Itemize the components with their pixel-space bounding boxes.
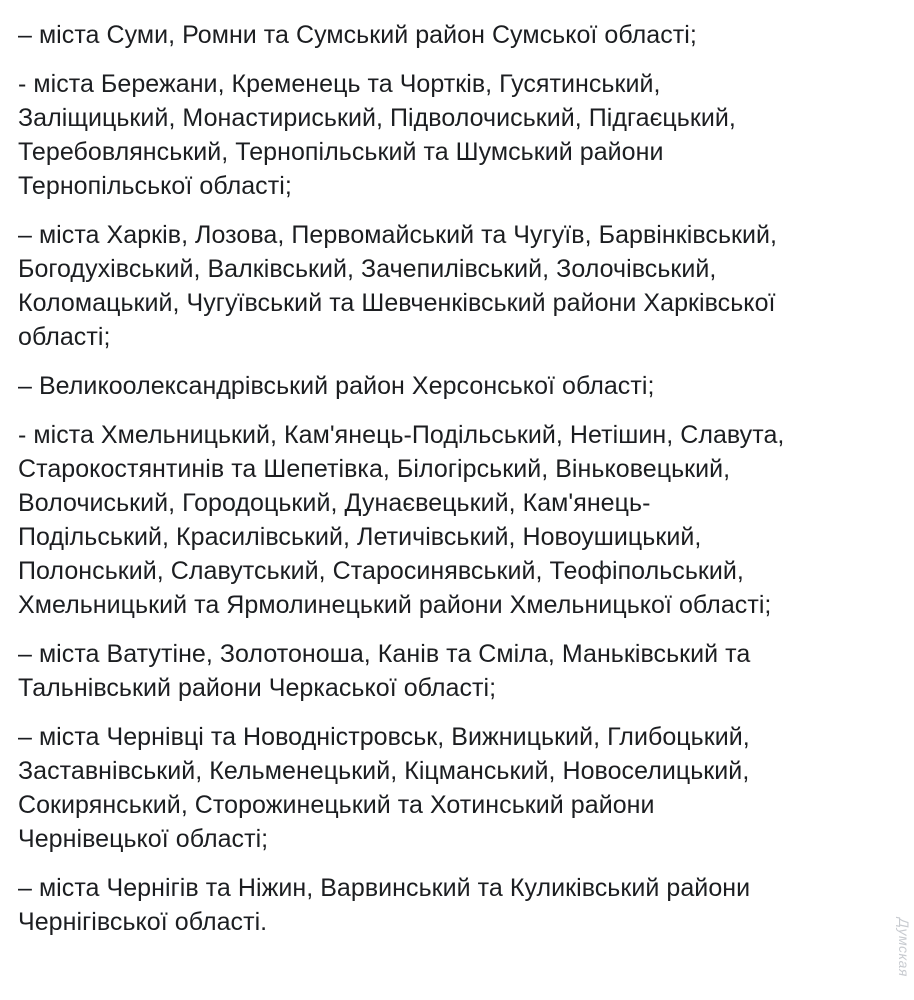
list-item: – міста Суми, Ромни та Сумський район Сумської області;: [18, 21, 697, 49]
watermark: Думская: [896, 918, 912, 977]
list-item: – міста Ватутіне, Золотоноша, Канів та Сміла, Маньківський та Тальнівський райони Черкаської області;: [18, 640, 751, 702]
list-item: – міста Чернігів та Ніжин, Варвинський та Куликівський райони Чернігівської області.: [18, 874, 751, 936]
list-item: - міста Хмельницький, Кам'янець-Подільський, Нетішин, Славута, Старокостянтинів та Шепетівка, Білогірський, Віньковецький, Волочиський, Городоцький, Дунаєвецький, Кам'янець- Подільський, Красилівський, Летичівський, Новоушицький, Полонський, Славутський, Старосинявський, Теофіпольський, Хмельницький та Ярмолинецький райони Хмельницької області;: [18, 421, 785, 619]
list-item: - міста Бережани, Кременець та Чортків, Гусятинський, Заліщицький, Монастириський, Підволочиський, Підгаєцький, Теребовлянський, Тернопільський та Шумський райони Тернопільської області;: [18, 70, 736, 200]
document-body: [18, 18, 908, 954]
list-item: – Великоолександрівський район Херсонської області;: [18, 372, 655, 400]
list-item: – міста Чернівці та Новодністровськ, Вижницький, Глибоцький, Заставнівський, Кельменецький, Кіцманський, Новоселицький, Сокирянський, Сторожинецький та Хотинський райони Чернівецької області;: [18, 723, 750, 853]
list-item: – міста Харків, Лозова, Первомайський та Чугуїв, Барвінківський, Богодухівський, Валківський, Зачепилівський, Золочівський, Коломацький, Чугуївський та Шевченківський райони Харківської області;: [18, 221, 778, 351]
